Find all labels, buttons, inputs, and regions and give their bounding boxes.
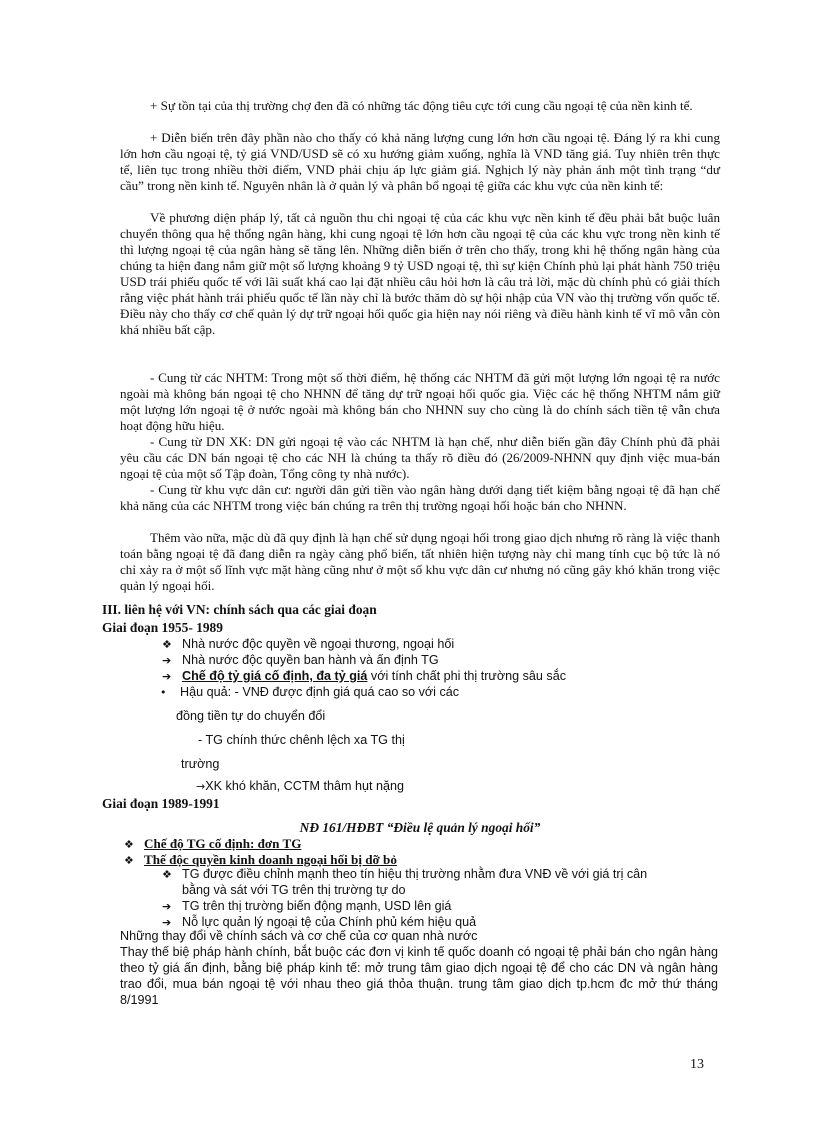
bullet-row <box>160 684 459 701</box>
paragraph-supply-demand: + Diễn biến trên đây phần nào cho thấy có khả năng lượng cung lớn hơn cầu ngoại tệ. Đáng lý ra khi cung lớn hơn cầu ngoại tệ, tỷ giá VND/USD sẽ có xu hướng giảm xuống, nghĩa là VND tăng giá. Tuy nhiên trên thực tế, liên tục trong nhiều thời điểm, VND phải chịu áp lực giảm giá. Nghịch lý này phản ánh một tình trạng “dư cầu” trong nền kinh tế. Nguyên nhân là ở quản lý và phân bổ ngoại tệ giữa các khu vực của nền kinh tế: <box>120 130 720 193</box>
bullet-text: với tính chất phi thị trường sâu sắc <box>367 669 566 683</box>
paragraph-black-market: + Sự tồn tại của thị trường chợ đen đã có những tác động tiêu cực tới cung cầu ngoại tệ của nền kinh tế. <box>150 98 693 113</box>
bullet-text: Nhà nước độc quyền về ngoại thương, ngoại hối <box>182 637 455 651</box>
bullet-row <box>162 668 566 685</box>
bullet-row <box>162 636 454 653</box>
paragraph-supply-nhtm: - Cung từ các NHTM: Trong một số thời điểm, hệ thống các NHTM đã gửi một lượng lớn ngoại tệ ra nước ngoài mà không bán ngoại tệ cho NHNN để tăng dự trữ ngoại hối quốc gia. Việc các hệ thống NHTM nắm giữ một lượng lớn ngoại tệ ở nước ngoài mà không bán cho NHNN suy cho cùng là do chính sách tiền tệ vẫn chưa hoạt động hữu hiệu. <box>120 370 720 433</box>
period-heading-1989: Giai đoạn 1989-1991 <box>102 796 220 811</box>
paragraph-supply-residents: - Cung từ khu vực dân cư: người dân gửi tiền vào ngân hàng dưới dạng tiết kiệm bằng ngoại tệ đã hạn chế khả năng của các NHTM trong việc bán chúng ra trên thị trường ngoại hối hoặc bán cho NHNN. <box>120 482 720 513</box>
bullet-label: Hậu quả: <box>180 685 232 699</box>
diamond-bullet-icon: ❖ <box>124 854 134 867</box>
bullet-row <box>162 866 647 883</box>
bullet-text: XK khó khăn, CCTM thâm hụt nặng <box>205 779 405 793</box>
bullet-row: - TG chính thức chênh lệch xa TG thị <box>198 733 405 747</box>
paragraph-foreign-currency-use: Thêm vào nữa, mặc dù đã quy định là hạn chế sử dụng ngoại hối trong giao dịch nhưng rõ ràng là việc thanh toán bằng ngoại tệ đã đang diễn ra ngày càng phổ biến, tất nhiên hiện tượng này chỉ mang tính cục bộ tức là nó chỉ xảy ra ở một số lĩnh vực mặt hàng cũng như ở một số khu vực dân cư nhưng nó cũng gây khó khăn trong việc quản lý ngoại hối. <box>120 530 720 593</box>
bullet-text: Nhà nước độc quyền ban hành và ấn định TG <box>182 653 439 667</box>
arrow-bullet-icon: ➔ <box>162 916 172 929</box>
arrow-bullet-icon: ➔ <box>162 900 172 913</box>
period-heading-1955: Giai đoạn 1955- 1989 <box>102 620 223 635</box>
bullet-continuation: trường <box>181 757 220 771</box>
bullet-text: Nỗ lực quản lý ngoại tệ của Chính phủ kém hiệu quả <box>182 915 477 929</box>
diamond-bullet-icon: ❖ <box>162 638 172 651</box>
bullet-text: - VNĐ được định giá quá cao so với các <box>231 685 460 699</box>
paragraph-supply-exporters: - Cung từ DN XK: DN gửi ngoại tệ vào các NHTM là hạn chế, như diễn biến gần đây Chính phủ đã phải yêu cầu các DN bán ngoại tệ cho các NH là chúng ta thấy rõ điều đó (26/2009-NHNN quy định việc mua-bán ngoại tệ của một số Tập đoàn, Tổng công ty nhà nước). <box>120 434 720 481</box>
arrow-bullet-icon: ➔ <box>162 654 172 667</box>
dot-bullet-icon: • <box>160 686 167 699</box>
bullet-row <box>162 898 451 915</box>
bullet-text: TG trên thị trường biến động mạnh, USD lên giá <box>182 899 452 913</box>
page-number: 13 <box>690 1057 704 1072</box>
arrow-bullet-icon: ➔ <box>162 670 172 683</box>
arrow-right-icon: → <box>196 780 206 793</box>
bullet-row <box>162 652 439 669</box>
bullet-continuation: đồng tiền tự do chuyển đổi <box>176 709 326 723</box>
paragraph-economic-measures: Thay thế biệ pháp hành chính, bắt buộc các đơn vị kinh tế quốc doanh có ngoại tệ phải bán cho ngân hàng theo tỷ giá ấn định, bằng biệ pháp kinh tế: mở trung tâm giao dịch ngoại tệ để cho các DN và ngân hàng trao đổi, mua bán ngoại tệ với nhau theo giá thỏa thuận. trung tâm giao dịch tp.hcm đc mở thứ tháng 8/1991 <box>120 945 718 1007</box>
bullet-row <box>124 836 301 853</box>
paragraph-legal-aspect: Về phương diện pháp lý, tất cả nguồn thu chi ngoại tệ của các khu vực nền kinh tế đều phải bắt buộc luân chuyển thông qua hệ thống ngân hàng, khi cung ngoại tệ lớn hơn cầu ngoại tệ của các khu vực trong nền kinh tế thì lượng ngoại tệ của ngân hàng sẽ tăng lên. Những diễn biến ở trên cho thấy, trong khi hệ thống ngân hàng của chúng ta hiện đang nắm giữ một số lượng khoảng 9 tỷ USD ngoại tệ, thì sự kiện Chính phủ lại phát hành 750 triệu USD trái phiếu quốc tế với lãi suất khá cao lại đặt nhiều câu hỏi hơn là câu trả lời, mặc dù chính phủ có giải thích rằng việc phát hành trái phiếu quốc tế lần này chỉ là bước thăm dò sự hội nhập của VN vào thị trường vốn quốc tế. Điều này cho thấy cơ chế quản lý dự trữ ngoại hối quốc gia hiện nay nói riêng và điều hành kinh tế vĩ mô vẫn còn khá nhiều bất cập. <box>120 210 720 337</box>
bullet-text: Chế độ TG cố định: đơn TG <box>144 836 302 851</box>
section-heading: III. liên hệ với VN: chính sách qua các giai đoạn <box>102 602 377 617</box>
bullet-text: Thế độc quyền kinh doanh ngoại hối bị dỡ bỏ <box>144 852 397 867</box>
bullet-row <box>196 778 404 795</box>
diamond-bullet-icon: ❖ <box>124 838 134 851</box>
bullet-continuation: bằng và sát với TG trên thị trường tự do <box>182 883 406 897</box>
fixed-rate-regime: Chế độ tỷ giá cố định, đa tỷ giá <box>182 669 368 683</box>
bullet-text: TG được điều chỉnh mạnh theo tín hiệu thị trường nhằm đưa VNĐ về với giá trị cân <box>182 867 648 881</box>
paragraph-policy-changes: Những thay đổi về chính sách và cơ chế của cơ quan nhà nước <box>120 929 478 943</box>
decree-title: NĐ 161/HĐBT “Điều lệ quản lý ngoại hối” <box>299 820 541 835</box>
diamond-bullet-icon: ❖ <box>162 868 172 881</box>
